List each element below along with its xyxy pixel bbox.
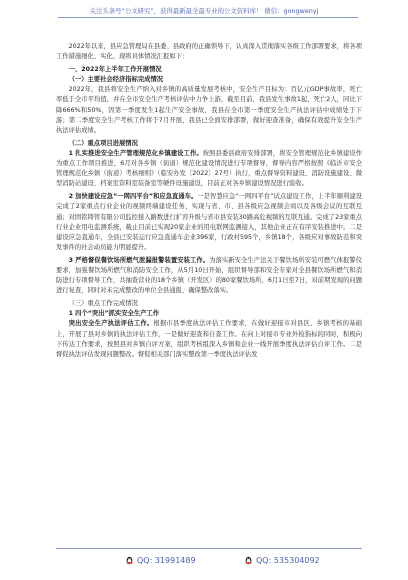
- paragraph-text: 按照县委县政府安排部署，将安全管理规范化乡镇建设作为重点工作项目推进，6月对各乡镇（街道）规范化建设情况进行专项督导，督导内容严格按照《临沂市安全管理规范化乡镇（街道）考核细则》（临安办发〔2022〕27号）执行，重点督导资料建设、消防设施建设、微型消防站建设、档案室资料室装备室等硬件设施建设，目前正对各乡镇建设情况进行验收。: [56, 149, 363, 188]
- subsection-heading-indicators: （一）主要社会经济指标完成情况: [68, 76, 164, 84]
- paragraph-indicators: 2022年，我县将安全生产纳入对乡镇的高质量发展考核中，安全生产目标为：百亿元GDP事故率，死亡率低于全市平均值，并在全市安全生产考核评估中力争上游，截至目前，我县发生事故1起，死亡2人，同比下降666%和50%，因第一季度发生1起生产安全事故，我县在全市第一季度安全生产执法评估中成绩处于下游；第二季度安全生产考核工作将于7月开展，我县已全面安排部署，做好迎查准备，确保有效提升安全生产执法评估成绩。: [56, 86, 362, 134]
- footer: [0, 548, 408, 570]
- paragraph-emergency-platform: [56, 192, 362, 253]
- paragraph-enforcement-evaluation: [56, 319, 362, 359]
- header-divider: [58, 17, 358, 18]
- subsection-heading-projects: （二）重点项目进展情况: [68, 139, 138, 147]
- paragraph-township-standardization: [56, 149, 362, 189]
- paragraph-title: 3 严格督促餐饮场所燃气泄漏报警装置安装工作。: [68, 256, 210, 264]
- qq-number-2: QQ: 535304092: [256, 556, 320, 565]
- banner-text: 关注头条号“公文研究”，获得最新最全最专业的公文资料库！ 微信：gongwenyj: [89, 7, 319, 15]
- paragraph-text: 根据市县季度执法评估工作要求，在做好迎接市对县区、乡镇考核的基础上，开展了县对乡镇的执法评估工作，一是做好迎查和自查工作。在向上对接市专业外检指标的同时，积极向下传达工作要求，按照县对乡镇自评方案，组织考核组深入乡镇和企业一线开展季度执法评估自评工作。二是督促执法评估发现问题整改。督促相关部门落实整改第一季度执法评估发: [56, 320, 363, 358]
- qq-contact-1: [125, 556, 196, 565]
- paragraph-heading-four-focus: 1 四个“突出”抓实安全生产工作: [68, 310, 160, 318]
- paragraph-title: 2 加快建设应急“一网四平台”和应急直通车。: [68, 193, 198, 201]
- footer-divider: [56, 548, 362, 549]
- subsection-heading-key-work: （三）重点工作完成情况: [68, 300, 138, 308]
- qq-penguin-icon: [125, 556, 134, 565]
- intro-paragraph: 2022年以来，县应急管理局在县委、县政府的正确领导下，认真深入贯彻落实各级工作部署要求，将各项工作措施细化、实化、现将具体情况汇报如下：: [56, 43, 362, 61]
- paragraph-text: 为落实新安全生产法关于餐饮场所安装可燃气体报警仪要求，加强餐饮场所燃气和消防安全工作，从5月10日开始，组织督导部和安全专家对全县餐饮场所燃气和消防进行专项督导工作，共抽查营业的18个乡镇（开发区）的80家餐饮场所，6月1日至7日，对前期发现的问题进行复查，同时对未完成整改的单位全县通报，确保整改落实。: [56, 256, 363, 295]
- paragraph-text: 一是智慧应急“一网四平台”试点建设工作，上半年顺利建设完成了2家重点行业企业的视频终端建设任务，实现与省、市、县各级应急视频会商以及各级会议的互联互通；对固铭铸管有限公司监控接入路数进行扩容升级与省市县安装30路高危视频的互联互通。完成了23家重点行业企业用电监测系统，截止目前已实现20家企业的用电联网监测接入，其他企业正在有序安装推进中。二是建设应急直通车，全县已安装运行应急直通车企业396家，行政村595个，乡镇18个，各级应对事故防范和突发事件的社会动员能力明显提升。: [56, 193, 362, 251]
- qq-number-1: QQ: 31991489: [137, 556, 196, 565]
- header-banner: [0, 0, 408, 22]
- paragraph-gas-alarm: [56, 256, 362, 296]
- qq-penguin-icon: [244, 556, 253, 565]
- qq-contact-2: [244, 556, 320, 565]
- paragraph-title: 突出安全生产执法评估工作。: [68, 320, 154, 328]
- section-heading-1: 一、2022年上半年工作开展情况: [68, 66, 162, 74]
- paragraph-title: 1 扎实推进安全生产管理规范化乡镇建设工作。: [68, 149, 203, 157]
- document-body: [56, 42, 362, 360]
